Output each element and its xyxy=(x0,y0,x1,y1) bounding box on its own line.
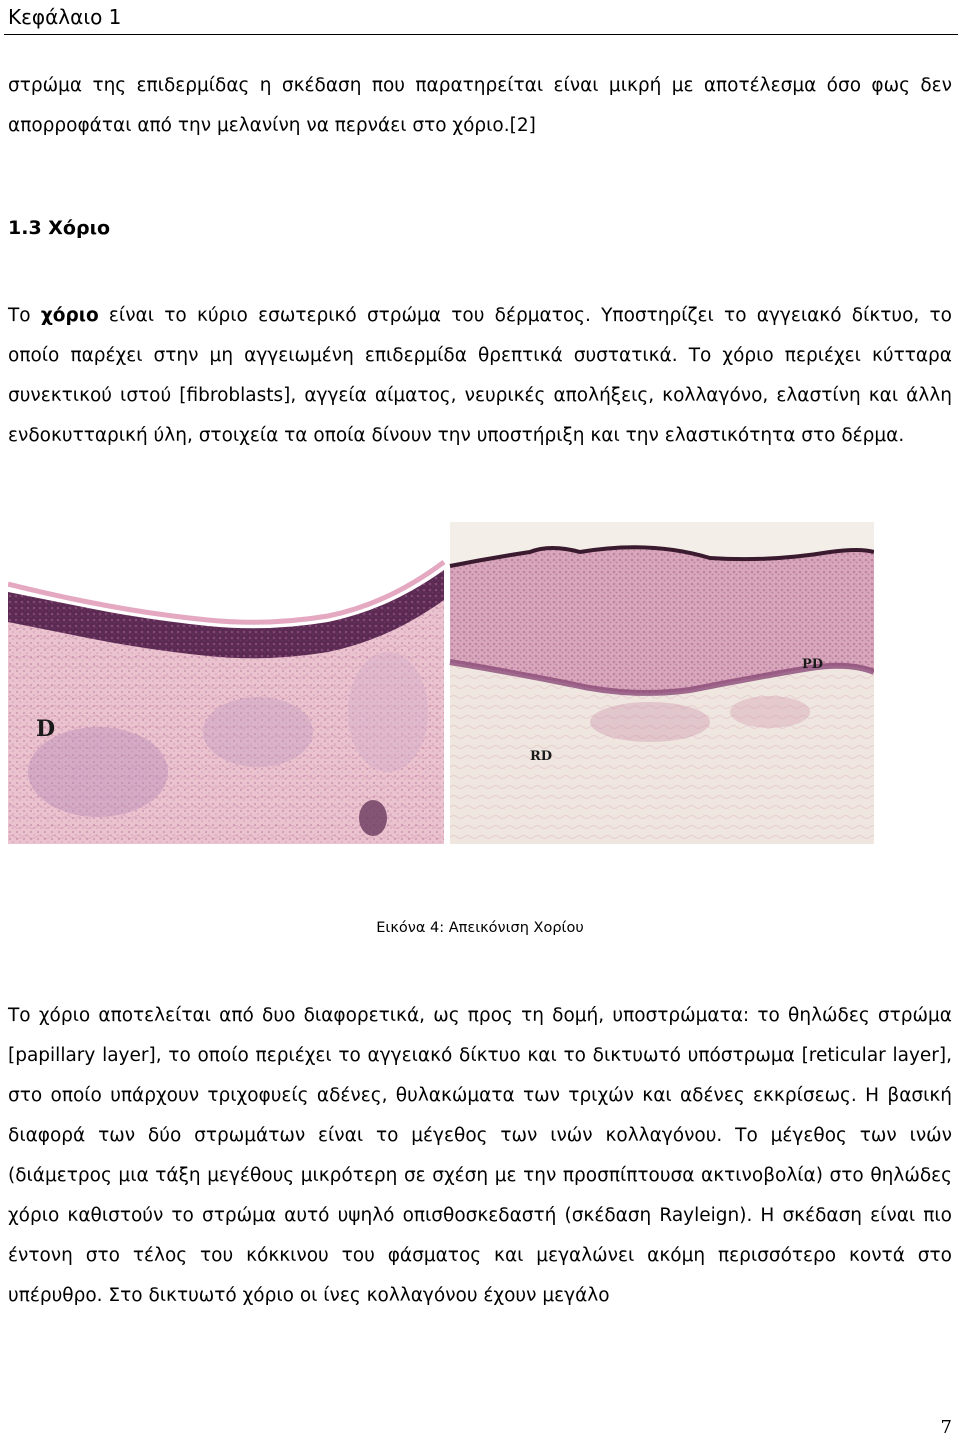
chapter-header: Κεφάλαιο 1 xyxy=(8,5,122,29)
paragraph-lead: Το xyxy=(8,305,41,326)
paragraph-dermis-definition xyxy=(8,296,952,456)
paragraph-layers-text: Το χόριο αποτελείται από δυο διαφορετικά, ως προς τη δομή, υποστρώματα: το θηλώδες στρώμα [papillary layer], το οποίο περιέχει το αγγειακό δίκτυο και το δικτυωτό υπόστρωμα [reticular layer], στο οποίο υπάρχουν τριχοφυείς αδένες, θυλακώματα των τριχών και αδένες εκκρίσεως. Η βασική διαφορά των δύο στρωμάτων είναι το μέγεθος των ινών κολλαγόνου. Το μέγεθος των ινών (διάμετρος μια τάξη μεγέθους μικρότερη σε σχέση με την προσπίπτουσα ακτινοβολία) στο θηλώδες χόριο καθιστούν το στρώμα αυτό υψηλό οπισθοσκεδαστή (σκέδαση Rayleign). Η σκέδαση είναι πιο έντονη στο τέλος του κόκκινου του φάσματος και μεγαλώνει ακόμη περισσότερο κοντά στο υπέρυθρο. Στο δικτυωτό χόριο οι ίνες κολλαγόνου έχουν μεγάλο xyxy=(8,1005,952,1306)
label-rd: RD xyxy=(530,749,553,764)
paragraph-intro xyxy=(8,66,952,146)
dermis-figure xyxy=(8,522,874,844)
paragraph-dermis-layers xyxy=(8,996,952,1316)
left-histology-panel xyxy=(8,522,444,844)
page-number: 7 xyxy=(940,1417,952,1438)
label-pd: PD xyxy=(802,657,824,672)
figure-caption: Εικόνα 4: Απεικόνιση Χορίου xyxy=(376,920,584,936)
term-dermis: χόριο xyxy=(40,305,99,326)
header-divider xyxy=(4,34,958,35)
paragraph-body: είναι το κύριο εσωτερικό στρώμα του δέρματος. Υποστηρίζει το αγγειακό δίκτυο, το οποίο παρέχει στην μη αγγειωμένη επιδερμίδα θρεπτικά συστατικά. Το χόριο περιέχει κύτταρα συνεκτικού ιστού [fibroblasts], αγγεία αίματος, νευρικές απολήξεις, κολλαγόνο, ελαστίνη και άλλη ενδοκυτταρική ύλη, στοιχεία τα οποία δίνουν την υποστήριξη και την ελαστικότητα στο δέρμα. xyxy=(8,305,953,446)
paragraph-intro-text: στρώμα της επιδερμίδας η σκέδαση που παρατηρείται είναι μικρή με αποτέλεσμα όσο φως δεν απορροφάται από την μελανίνη να περνάει στο χόριο.[2] xyxy=(8,75,952,136)
section-heading: 1.3 Χόριο xyxy=(8,217,111,239)
right-histology-panel xyxy=(450,522,874,844)
histology-images xyxy=(8,522,874,844)
label-d: D xyxy=(36,716,56,742)
